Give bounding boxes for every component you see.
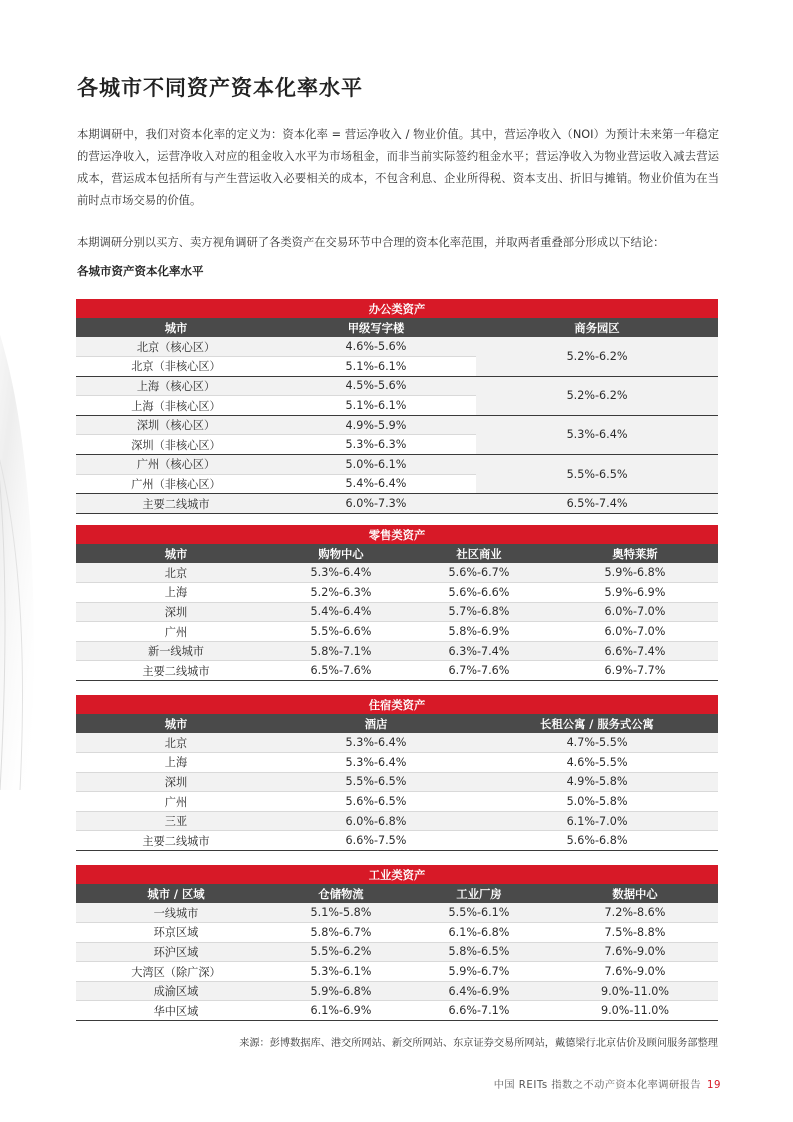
city-cell: 上海	[76, 753, 276, 773]
region-cell: 华中区域	[76, 1001, 276, 1021]
value-cell: 5.3%-6.4%	[276, 753, 476, 773]
office-assets-table	[76, 299, 718, 514]
city-cell: 上海（核心区）	[76, 376, 276, 396]
city-cell: 深圳	[76, 602, 276, 622]
value-cell: 6.5%-7.4%	[476, 494, 718, 514]
value-cell: 5.6%-6.6%	[406, 583, 552, 603]
region-cell: 环京区域	[76, 923, 276, 943]
city-cell: 广州（核心区）	[76, 455, 276, 475]
industrial-assets-table	[76, 865, 718, 1021]
city-cell: 上海（非核心区）	[76, 396, 276, 416]
value-cell: 5.3%-6.4%	[276, 733, 476, 753]
definition-paragraph: 本期调研中，我们对资本化率的定义为：资本化率 = 营运净收入 / 物业价值。其中，营运净收入（NOI）为预计未来第一年稳定的营运净收入，运营净收入对应的租金收入水平为市场租金，而非当前实际签约租金水平；营运净收入为物业营运收入减去营运成本，营运成本包括所有与产生营运收入必要相关的成本，不包含利息、企业所得税、资本支出、折旧与摊销。物业价值为在当前时点市场交易的价值。	[77, 128, 719, 207]
city-cell: 主要二线城市	[76, 494, 276, 514]
section-subheading: 各城市资产资本化率水平	[77, 264, 204, 278]
city-cell: 深圳	[76, 772, 276, 792]
value-cell: 5.1%-5.8%	[276, 903, 406, 923]
value-cell: 4.5%-5.6%	[276, 376, 476, 396]
column-header: 长租公寓 / 服务式公寓	[476, 714, 718, 733]
value-cell: 9.0%-11.0%	[552, 1001, 718, 1021]
value-cell: 6.4%-6.9%	[406, 981, 552, 1001]
value-cell: 5.6%-6.7%	[406, 563, 552, 583]
city-cell: 深圳（非核心区）	[76, 435, 276, 455]
value-cell: 5.8%-6.9%	[406, 622, 552, 642]
value-cell: 5.4%-6.4%	[276, 474, 476, 494]
column-header: 商务园区	[476, 318, 718, 337]
value-cell: 5.3%-6.4%	[276, 563, 406, 583]
value-cell: 5.3%-6.1%	[276, 962, 406, 982]
table-category-title: 零售类资产	[76, 525, 718, 544]
source-note: 来源：彭博数据库、港交所网站、新交所网站、东京证券交易所网站，戴德梁行北京估价及顾问服务部整理	[239, 1038, 718, 1049]
method-paragraph: 本期调研分别以买方、卖方视角调研了各类资产在交易环节中合理的资本化率范围，并取两者重叠部分形成以下结论：	[77, 236, 665, 249]
value-cell: 7.6%-9.0%	[552, 962, 718, 982]
city-cell: 北京（非核心区）	[76, 357, 276, 377]
value-cell: 4.9%-5.8%	[476, 772, 718, 792]
value-cell: 5.4%-6.4%	[276, 602, 406, 622]
footer-report-title: 中国 REITs 指数之不动产资本化率调研报告	[493, 1080, 702, 1091]
value-cell: 9.0%-11.0%	[552, 981, 718, 1001]
column-header: 社区商业	[406, 544, 552, 563]
city-cell: 新一线城市	[76, 641, 276, 661]
column-header: 城市	[76, 714, 276, 733]
column-header: 工业厂房	[406, 884, 552, 903]
city-cell: 主要二线城市	[76, 661, 276, 681]
value-cell: 5.1%-6.1%	[276, 396, 476, 416]
value-cell: 4.6%-5.6%	[276, 337, 476, 357]
value-cell: 6.9%-7.7%	[552, 661, 718, 681]
value-cell: 7.5%-8.8%	[552, 923, 718, 943]
value-cell: 6.0%-7.0%	[552, 602, 718, 622]
city-cell: 北京（核心区）	[76, 337, 276, 357]
city-cell: 北京	[76, 733, 276, 753]
column-header: 仓储物流	[276, 884, 406, 903]
column-header: 城市 / 区域	[76, 884, 276, 903]
region-cell: 大湾区（除广深）	[76, 962, 276, 982]
value-cell: 5.8%-6.5%	[406, 942, 552, 962]
value-cell: 5.9%-6.8%	[276, 981, 406, 1001]
value-cell: 6.1%-6.8%	[406, 923, 552, 943]
city-cell: 上海	[76, 583, 276, 603]
city-cell: 广州（非核心区）	[76, 474, 276, 494]
value-cell: 5.5%-6.5%	[476, 455, 718, 494]
value-cell: 5.8%-7.1%	[276, 641, 406, 661]
table-category-title: 办公类资产	[76, 299, 718, 318]
region-cell: 一线城市	[76, 903, 276, 923]
city-cell: 三亚	[76, 811, 276, 831]
value-cell: 5.5%-6.2%	[276, 942, 406, 962]
city-cell: 北京	[76, 563, 276, 583]
value-cell: 5.2%-6.3%	[276, 583, 406, 603]
city-cell: 广州	[76, 792, 276, 812]
value-cell: 5.5%-6.1%	[406, 903, 552, 923]
city-cell: 主要二线城市	[76, 831, 276, 851]
value-cell: 6.5%-7.6%	[276, 661, 406, 681]
table-category-title: 住宿类资产	[76, 695, 718, 714]
value-cell: 6.6%-7.1%	[406, 1001, 552, 1021]
value-cell: 5.9%-6.8%	[552, 563, 718, 583]
value-cell: 7.2%-8.6%	[552, 903, 718, 923]
value-cell: 5.3%-6.3%	[276, 435, 476, 455]
value-cell: 5.2%-6.2%	[476, 376, 718, 415]
value-cell: 7.6%-9.0%	[552, 942, 718, 962]
retail-assets-table	[76, 525, 718, 681]
value-cell: 5.6%-6.5%	[276, 792, 476, 812]
column-header: 数据中心	[552, 884, 718, 903]
value-cell: 5.8%-6.7%	[276, 923, 406, 943]
value-cell: 6.0%-7.3%	[276, 494, 476, 514]
value-cell: 6.1%-7.0%	[476, 811, 718, 831]
value-cell: 6.6%-7.4%	[552, 641, 718, 661]
column-header: 酒店	[276, 714, 476, 733]
page-title: 各城市不同资产资本化率水平	[77, 76, 363, 100]
value-cell: 5.7%-6.8%	[406, 602, 552, 622]
table-category-title: 工业类资产	[76, 865, 718, 884]
value-cell: 5.5%-6.5%	[276, 772, 476, 792]
value-cell: 4.9%-5.9%	[276, 415, 476, 435]
value-cell: 5.9%-6.7%	[406, 962, 552, 982]
value-cell: 5.0%-6.1%	[276, 455, 476, 475]
region-cell: 成渝区域	[76, 981, 276, 1001]
city-cell: 深圳（核心区）	[76, 415, 276, 435]
value-cell: 5.2%-6.2%	[476, 337, 718, 376]
value-cell: 5.9%-6.9%	[552, 583, 718, 603]
value-cell: 5.1%-6.1%	[276, 357, 476, 377]
value-cell: 5.6%-6.8%	[476, 831, 718, 851]
column-header: 奥特莱斯	[552, 544, 718, 563]
value-cell: 6.0%-7.0%	[552, 622, 718, 642]
column-header: 甲级写字楼	[276, 318, 476, 337]
column-header: 购物中心	[276, 544, 406, 563]
value-cell: 6.7%-7.6%	[406, 661, 552, 681]
value-cell: 5.0%-5.8%	[476, 792, 718, 812]
page-number: 19	[707, 1080, 721, 1091]
value-cell: 4.6%-5.5%	[476, 753, 718, 773]
value-cell: 5.3%-6.4%	[476, 415, 718, 454]
value-cell: 6.3%-7.4%	[406, 641, 552, 661]
hospitality-assets-table	[76, 695, 718, 851]
value-cell: 4.7%-5.5%	[476, 733, 718, 753]
region-cell: 环沪区域	[76, 942, 276, 962]
city-cell: 广州	[76, 622, 276, 642]
column-header: 城市	[76, 318, 276, 337]
value-cell: 6.1%-6.9%	[276, 1001, 406, 1021]
column-header: 城市	[76, 544, 276, 563]
page-footer	[494, 1076, 721, 1091]
value-cell: 5.5%-6.6%	[276, 622, 406, 642]
value-cell: 6.6%-7.5%	[276, 831, 476, 851]
background-decoration	[0, 230, 80, 790]
value-cell: 6.0%-6.8%	[276, 811, 476, 831]
